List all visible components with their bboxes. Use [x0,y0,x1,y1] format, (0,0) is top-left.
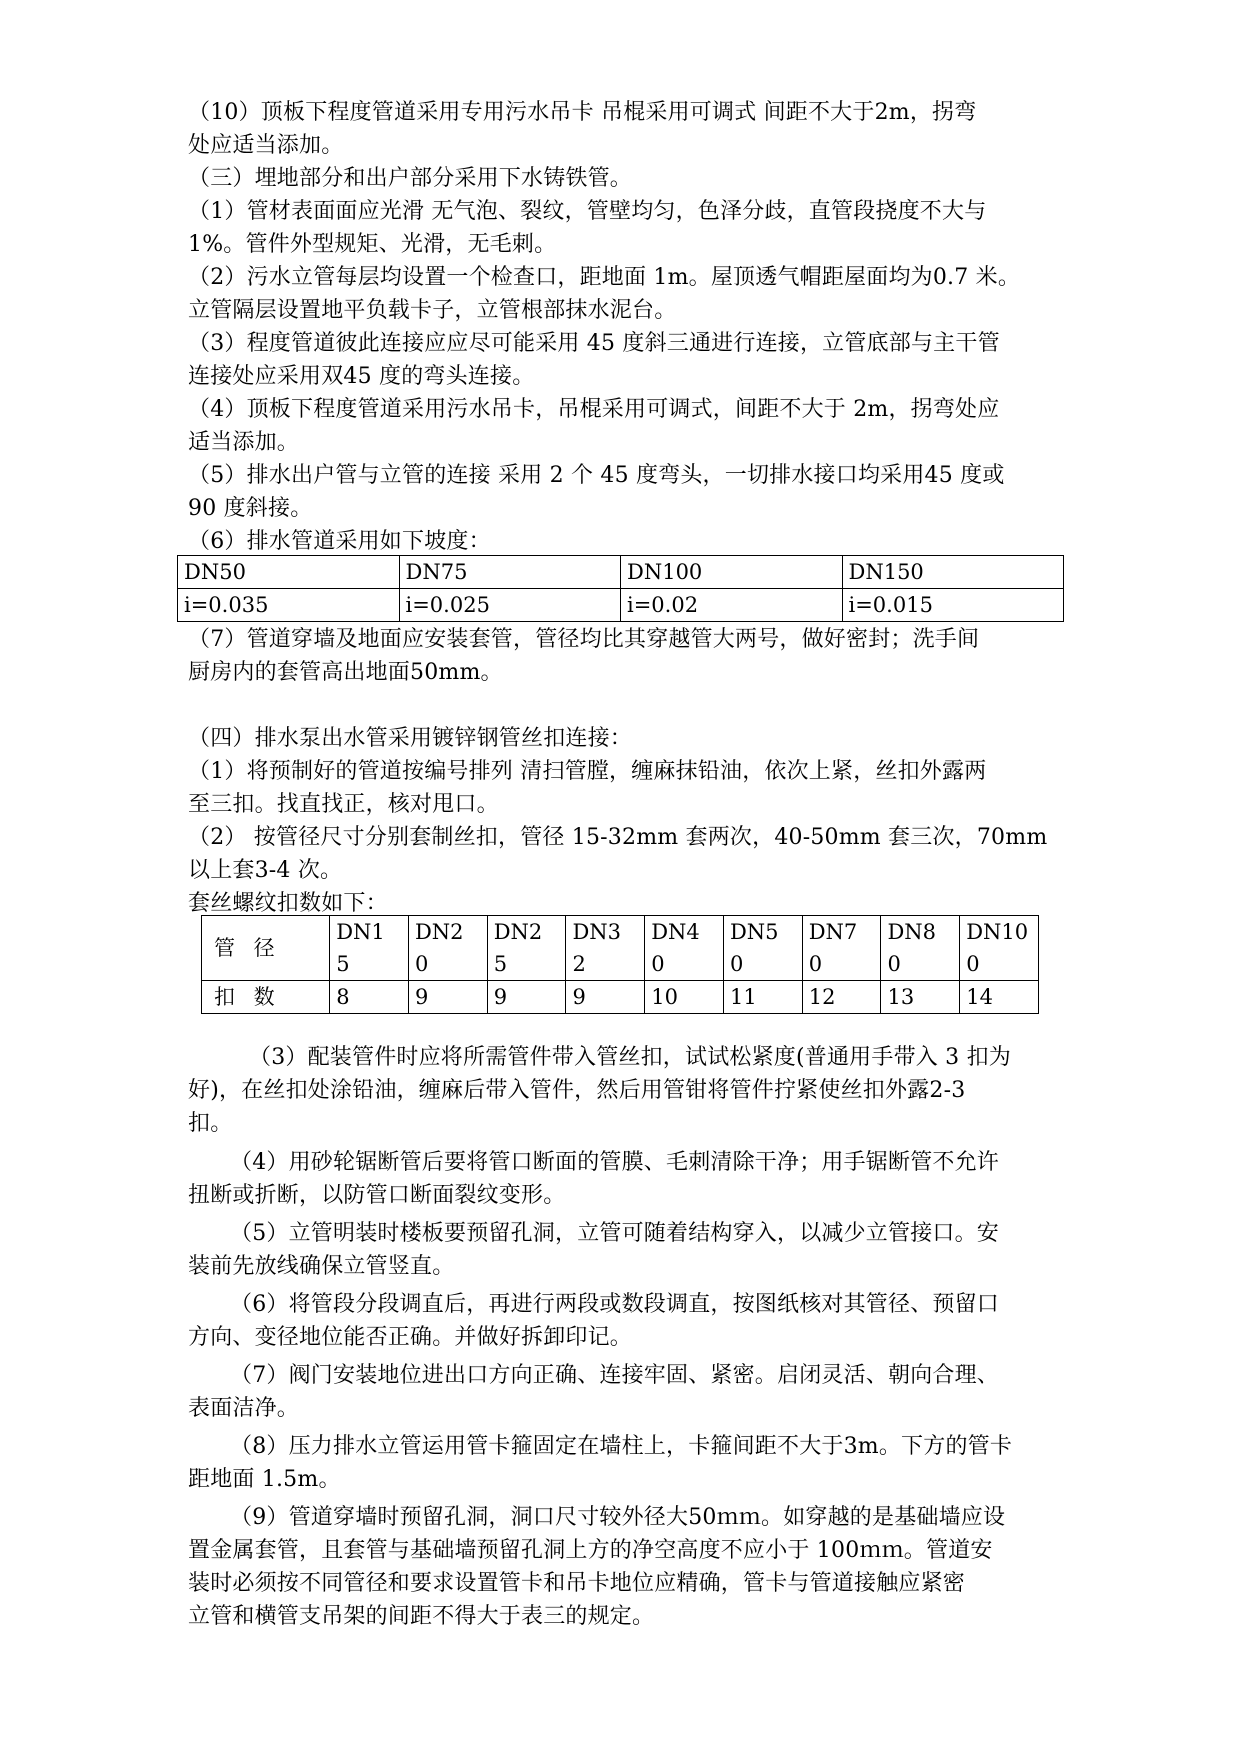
table-cell: i=0.02 [621,589,843,622]
cell-line: DN7 [808,920,858,944]
text-line: 装时必须按不同管径和要求设置管卡和吊卡地位应精确，管卡与管道接触应紧密 [188,1571,966,1596]
text-line: （8）压力排水立管运用管卡箍固定在墙柱上，卡箍间距不大于3m。下方的管卡 [230,1434,1013,1459]
table-cell: DN50 [178,556,400,589]
slope-table [177,555,1064,622]
text-line: 连接处应采用双45 度的弯头连接。 [188,364,535,389]
text-line: （1）将预制好的管道按编号排列 清扫管膛，缠麻抹铅油，依次上紧，丝扣外露两 [188,759,987,784]
table-cell [881,916,960,981]
cell-line: 2 [572,952,586,976]
text-line: 装前先放线确保立管竖直。 [188,1254,455,1279]
text-line: （1）管材表面面应光滑 无气泡、裂纹，管壁均匀，色泽分歧，直管段挠度不大与 [188,199,987,224]
table-cell [408,916,487,981]
table-cell: 13 [881,981,960,1014]
table-cell [723,916,802,981]
text-line: 好)，在丝扣处涂铅油，缠麻后带入管件，然后用管钳将管件拧紧使丝扣外露2-3 [188,1078,966,1103]
text-line: （7）阀门安装地位进出口方向正确、连接牢固、紧密。启闭灵活、朝向合理、 [230,1363,999,1388]
text-line: 扭断或折断，以防管口断面裂纹变形。 [188,1183,566,1208]
text-line: （9）管道穿墙时预留孔洞，洞口尺寸较外径大50ｍｍ。如穿越的是基础墙应设 [230,1505,1006,1530]
cell-line: 0 [729,952,744,976]
table-cell: 11 [723,981,802,1014]
table-cell [802,916,881,981]
text-line: 厨房内的套管高出地面50mm。 [188,660,503,685]
table-cell: DN150 [842,556,1064,589]
text-line: （4）顶板下程度管道采用污水吊卡，吊棍采用可调式，间距不大于 2m，拐弯处应 [188,397,1000,422]
table-cell: 8 [330,981,409,1014]
text-line: 立管隔层设置地平负载卡子，立管根部抹水泥台。 [188,298,677,323]
cell-line: 0 [808,952,823,976]
cell-line: DN2 [493,920,543,944]
table-row [178,589,1064,622]
text-line: 立管和横管支吊架的间距不得大于表三的规定。 [188,1604,655,1629]
cell-line: 5 [493,952,508,976]
text-line: （3）配装管件时应将所需管件带入管丝扣，试试松紧度(普通用手带入 3 扣为 [249,1045,1011,1070]
text-line: 方向、变径地位能否正确。并做好拆卸印记。 [188,1325,633,1350]
cell-line: 0 [966,952,980,976]
thread-count-table [201,915,1039,1014]
cell-line: 0 [887,952,901,976]
text-line: （5）立管明装时楼板要预留孔洞，立管可随着结构穿入，以减少立管接口。安 [230,1221,999,1246]
table-cell: 12 [802,981,881,1014]
cell-line: 0 [414,952,429,976]
table-cell: DN75 [399,556,621,589]
text-line: （4）用砂轮锯断管后要将管口断面的管膜、毛刺清除干净；用手锯断管不允许 [230,1150,999,1175]
text-line: 表面洁净。 [188,1396,300,1421]
text-line: （7）管道穿墙及地面应安装套管，管径均比其穿越管大两号，做好密封；洗手间 [188,627,980,652]
table-header-cell: 管 径 [202,916,330,981]
cell-line: DN1 [336,920,385,944]
text-line: （四）排水泵出水管采用镀锌钢管丝扣连接： [188,726,633,751]
cell-line: DN3 [572,920,622,944]
text-line: （三）埋地部分和出户部分采用下水铸铁管。 [188,166,633,191]
cell-line: DN8 [887,920,937,944]
table-row [202,981,1039,1014]
cell-line: DN5 [729,920,779,944]
text-line: （10）顶板下程度管道采用专用污水吊卡 吊棍采用可调式 间距不大于2m，拐弯 [188,100,977,125]
table-header-cell: 扣 数 [202,981,330,1014]
text-line: （6）排水管道采用如下坡度： [188,529,491,554]
cell-line: 5 [336,952,350,976]
table-cell: i=0.015 [842,589,1064,622]
text-line: （2） 按管径尺寸分别套制丝扣，管径 15-32mm 套两次，40-50mm 套三次，70mm [188,825,1048,850]
cell-line: DN4 [651,920,700,944]
text-line: （2）污水立管每层均设置一个检查口，距地面 1m。屋顶透气帽距屋面均为0.7 米。 [188,265,1021,290]
table-cell: i=0.025 [399,589,621,622]
text-line: （5）排水出户管与立管的连接 采用 2 个 45 度弯头，一切排水接口均采用45 度或 [188,463,1005,488]
table-row [178,556,1064,589]
text-line: 距地面 1.5m。 [188,1467,341,1492]
cell-line: 0 [651,952,665,976]
text-line: 以上套3-4 次。 [188,858,343,883]
cell-line: DN2 [414,920,464,944]
cell-line: DN10 [966,920,1029,944]
text-line: 至三扣。找直找正，核对甩口。 [188,792,499,817]
table-cell: 9 [408,981,487,1014]
table-cell: 9 [566,981,645,1014]
table-cell: 14 [960,981,1039,1014]
table-cell: 9 [487,981,566,1014]
text-line: 置金属套管，且套管与基础墙预留孔洞上方的净空高度不应小于 100ｍｍ。管道安 [188,1538,993,1563]
text-line: 扣。 [188,1111,233,1136]
text-line: 适当添加。 [188,430,300,455]
text-line: 1%。管件外型规矩、光滑，无毛刺。 [188,232,557,257]
table-row [202,916,1039,981]
text-line: 90 度斜接。 [188,496,313,521]
table-cell [330,916,409,981]
table-cell: DN100 [621,556,843,589]
table-cell: i=0.035 [178,589,400,622]
table-cell: 10 [645,981,724,1014]
table-cell [566,916,645,981]
text-line: 套丝螺纹扣数如下： [188,891,388,916]
text-line: 处应适当添加。 [188,133,344,158]
text-line: （6）将管段分段调直后，再进行两段或数段调直，按图纸核对其管径、预留口 [230,1292,999,1317]
text-line: （3）程度管道彼此连接应应尽可能采用 45 度斜三通进行连接，立管底部与主干管 [188,331,1000,356]
table-cell [645,916,724,981]
table-cell [960,916,1039,981]
table-cell [487,916,566,981]
